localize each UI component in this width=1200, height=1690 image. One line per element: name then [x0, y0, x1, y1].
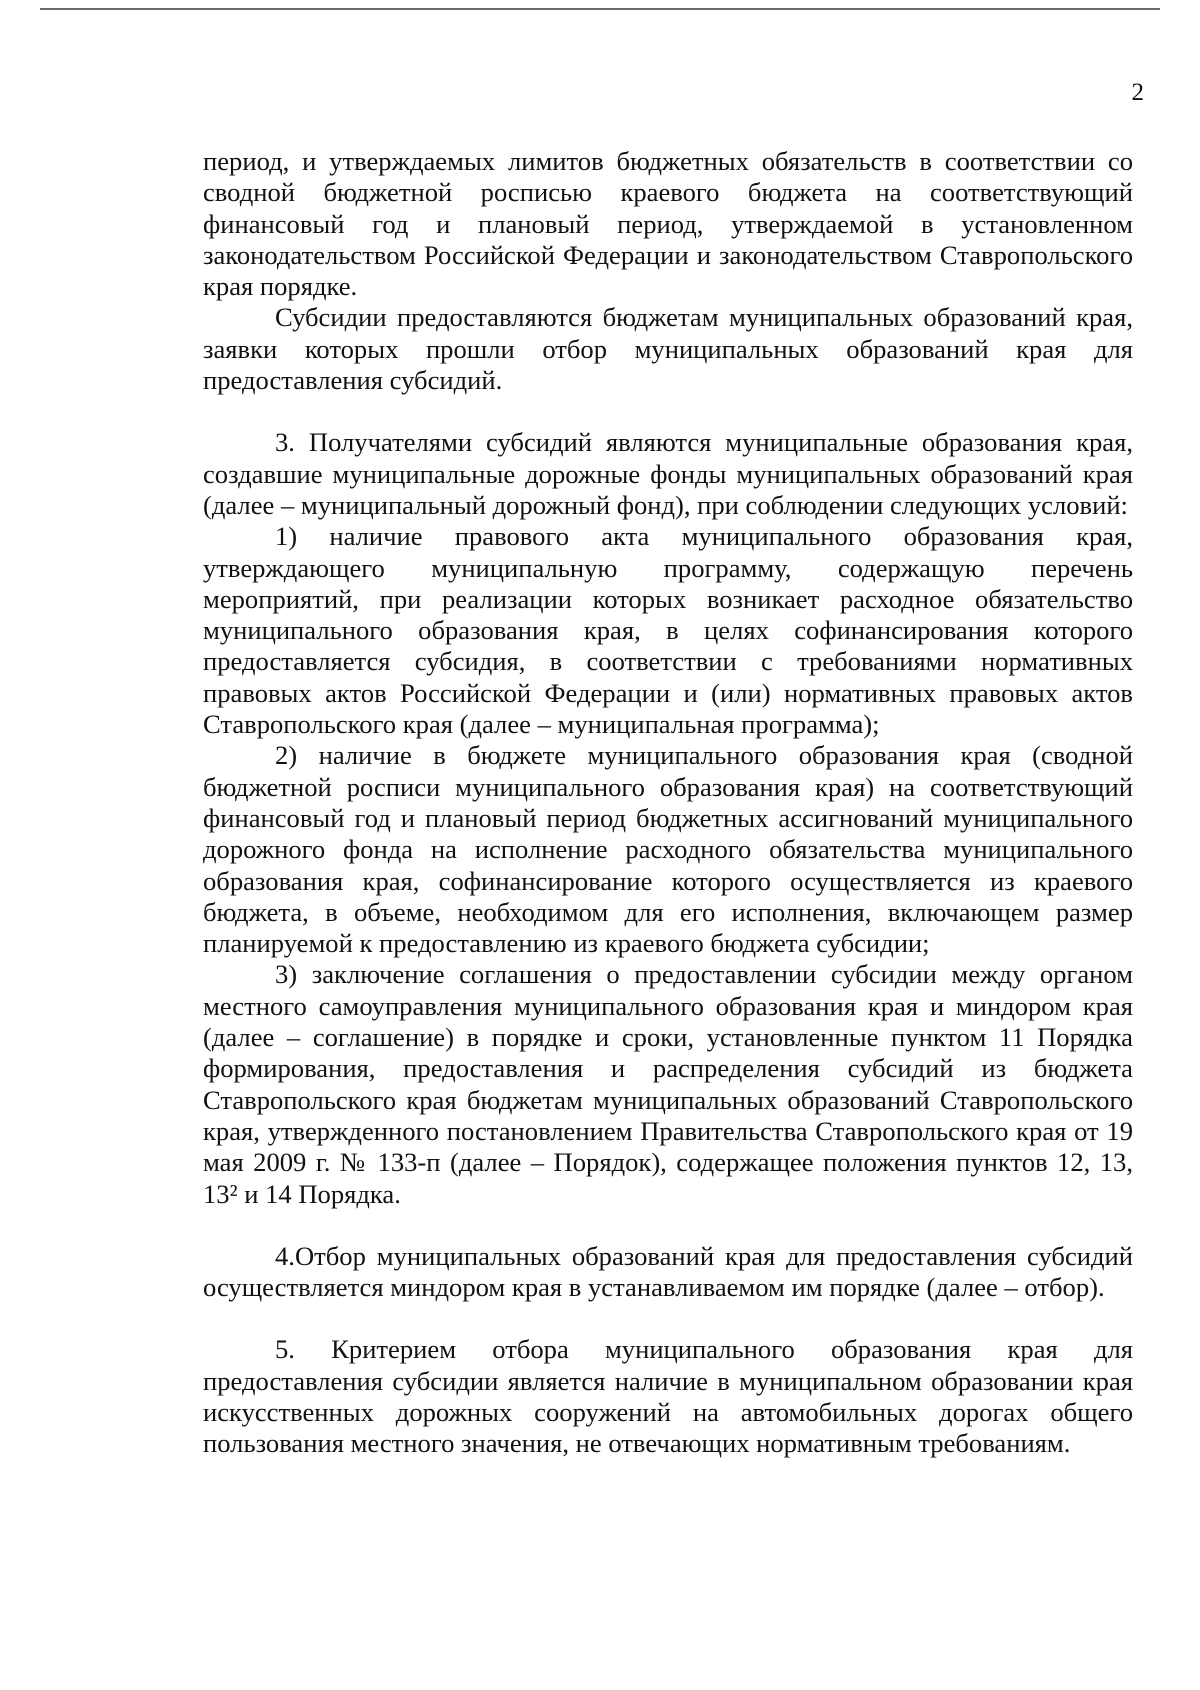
paragraph-condition-2: 2) наличие в бюджете муниципального образования края (сводной бюджетной росписи муниципального образования края) на соответствующий финансовый год и плановый период бюджетных ассигнований муниципального дорожного фонда на исполнение расходного обязательства муниципального образования края, софинансирование которого осуществляется из краевого бюджета, в объеме, необходимом для его исполнения, включающем размер планируемой к предоставлению из краевого бюджета субсидии; [203, 740, 1133, 959]
top-border-line [40, 8, 1160, 10]
paragraph-continuation: период, и утверждаемых лимитов бюджетных обязательств в соответствии со сводной бюджетной росписью краевого бюджета на соответствующий финансовый год и плановый период, утверждаемой в установленном законодательством Российской Федерации и законодательством Ставропольского края порядке. [203, 146, 1133, 302]
paragraph-item-3: 3. Получателями субсидий являются муниципальные образования края, создавшие муниципальные дорожные фонды муниципальных образований края (далее – муниципальный дорожный фонд), при соблюдении следующих условий: [203, 427, 1133, 520]
paragraph-item-5: 5. Критерием отбора муниципального образования края для предоставления субсидии является наличие в муниципальном образовании края искусственных дорожных сооружений на автомобильных дорогах общего пользования местного значения, не отвечающих нормативным требованиям. [203, 1334, 1133, 1459]
paragraph-condition-1: 1) наличие правового акта муниципального образования края, утверждающего муниципальную программу, содержащую перечень мероприятий, при реализации которых возникает расходное обязательство муниципального образования края, в целях софинансирования которого предоставляется субсидия, в соответствии с требованиями нормативных правовых актов Российской Федерации и (или) нормативных правовых актов Ставропольского края (далее – муниципальная программа); [203, 521, 1133, 740]
paragraph-subsidies: Субсидии предоставляются бюджетам муниципальных образований края, заявки которых прошли отбор муниципальных образований края для предоставления субсидий. [203, 302, 1133, 396]
document-body [203, 146, 1133, 1460]
page-number: 2 [1131, 79, 1144, 106]
paragraph-condition-3: 3) заключение соглашения о предоставлении субсидии между органом местного самоуправления муниципального образования края и миндором края (далее – соглашение) в порядке и сроки, установленные пунктом 11 Порядка формирования, предоставления и распределения субсидий из бюджета Ставропольского края бюджетам муниципальных образований Ставропольского края, утвержденного постановлением Правительства Ставропольского края от 19 мая 2009 г. № 133-п (далее – Порядок), содержащее положения пунктов 12, 13, 13² и 14 Порядка. [203, 959, 1133, 1209]
paragraph-item-4: 4.Отбор муниципальных образований края для предоставления субсидий осуществляется миндором края в устанавливаемом им порядке (далее – отбор). [203, 1240, 1133, 1303]
